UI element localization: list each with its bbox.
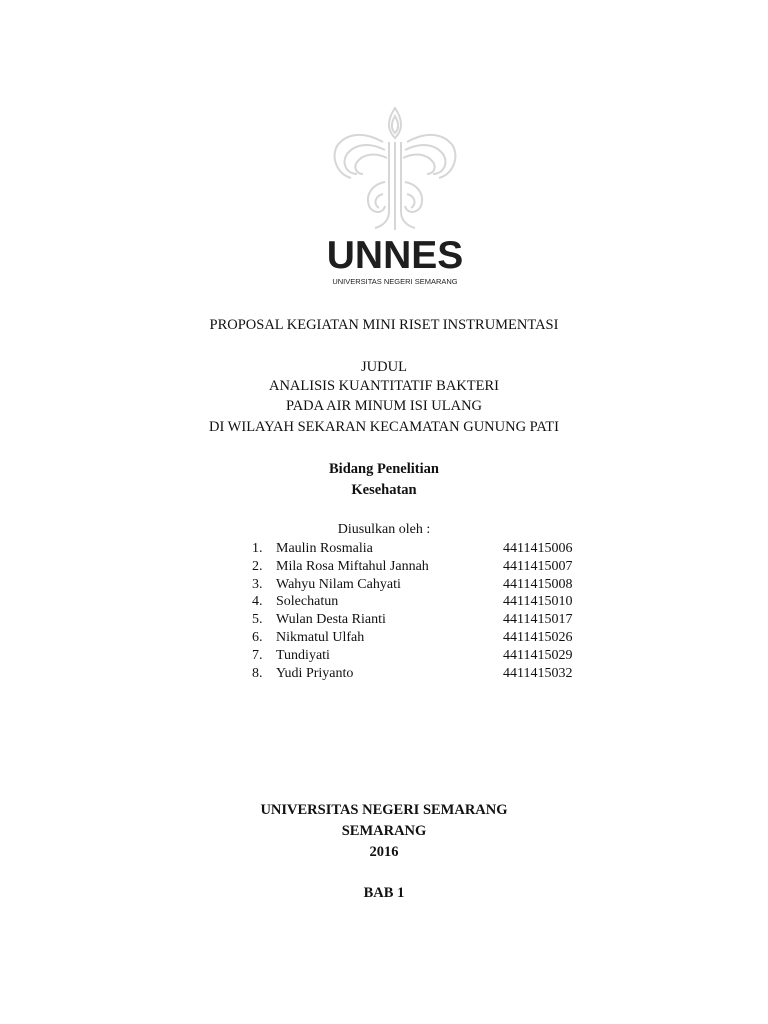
proposers-intro: Diusulkan oleh : <box>337 522 431 537</box>
proposer-nim: 4411415007 <box>503 558 573 574</box>
list-item <box>252 558 592 576</box>
list-item <box>252 647 592 665</box>
proposer-nim: 4411415017 <box>503 612 573 628</box>
title-line-1: ANALISIS KUANTITATIF BAKTERI <box>268 378 500 394</box>
proposal-title: PROPOSAL KEGIATAN MINI RISET INSTRUMENTASI <box>209 317 559 333</box>
chapter-heading: BAB 1 <box>363 885 405 901</box>
unnes-subtitle: UNIVERSITAS NEGERI SEMARANG <box>332 277 458 286</box>
item-number: 3. <box>252 576 263 592</box>
list-item <box>252 540 592 558</box>
list-item <box>252 665 592 683</box>
title-line-3: DI WILAYAH SEKARAN KECAMATAN GUNUNG PATI <box>209 419 559 435</box>
footer-university: UNIVERSITAS NEGERI SEMARANG <box>260 802 508 818</box>
proposer-nim: 4411415006 <box>503 541 573 556</box>
proposer-name: Nikmatul Ulfah <box>276 629 365 645</box>
list-item <box>252 576 592 594</box>
title-line-2: PADA AIR MINUM ISI ULANG <box>285 398 483 414</box>
item-number: 4. <box>252 594 263 610</box>
proposer-name: Solechatun <box>276 594 339 610</box>
list-item <box>252 611 592 629</box>
proposer-nim: 4411415026 <box>503 629 573 645</box>
field-label: Bidang Penelitian <box>329 461 439 477</box>
item-number: 1. <box>252 541 263 556</box>
proposer-list <box>252 540 592 682</box>
proposer-nim: 4411415008 <box>503 576 573 592</box>
item-number: 7. <box>252 647 263 663</box>
proposer-name: Maulin Rosmalia <box>276 541 373 556</box>
unnes-wordmark: UNNES <box>326 234 464 277</box>
proposer-name: Yudi Priyanto <box>276 665 354 681</box>
item-number: 6. <box>252 629 263 645</box>
title-label: JUDUL <box>361 359 407 375</box>
footer-city: SEMARANG <box>341 823 427 839</box>
proposer-name: Tundiyati <box>276 647 330 663</box>
item-number: 8. <box>252 665 263 681</box>
list-item <box>252 593 592 611</box>
unnes-emblem-icon <box>325 102 465 242</box>
field-value: Kesehatan <box>351 482 417 498</box>
proposer-name: Wulan Desta Rianti <box>276 612 386 628</box>
proposer-name: Wahyu Nilam Cahyati <box>276 576 401 592</box>
item-number: 2. <box>252 558 263 574</box>
proposer-nim: 4411415032 <box>503 665 573 681</box>
proposer-name: Mila Rosa Miftahul Jannah <box>276 558 429 574</box>
item-number: 5. <box>252 612 263 628</box>
proposer-nim: 4411415010 <box>503 594 573 610</box>
footer-year: 2016 <box>369 844 399 860</box>
list-item <box>252 629 592 647</box>
proposer-nim: 4411415029 <box>503 647 573 663</box>
